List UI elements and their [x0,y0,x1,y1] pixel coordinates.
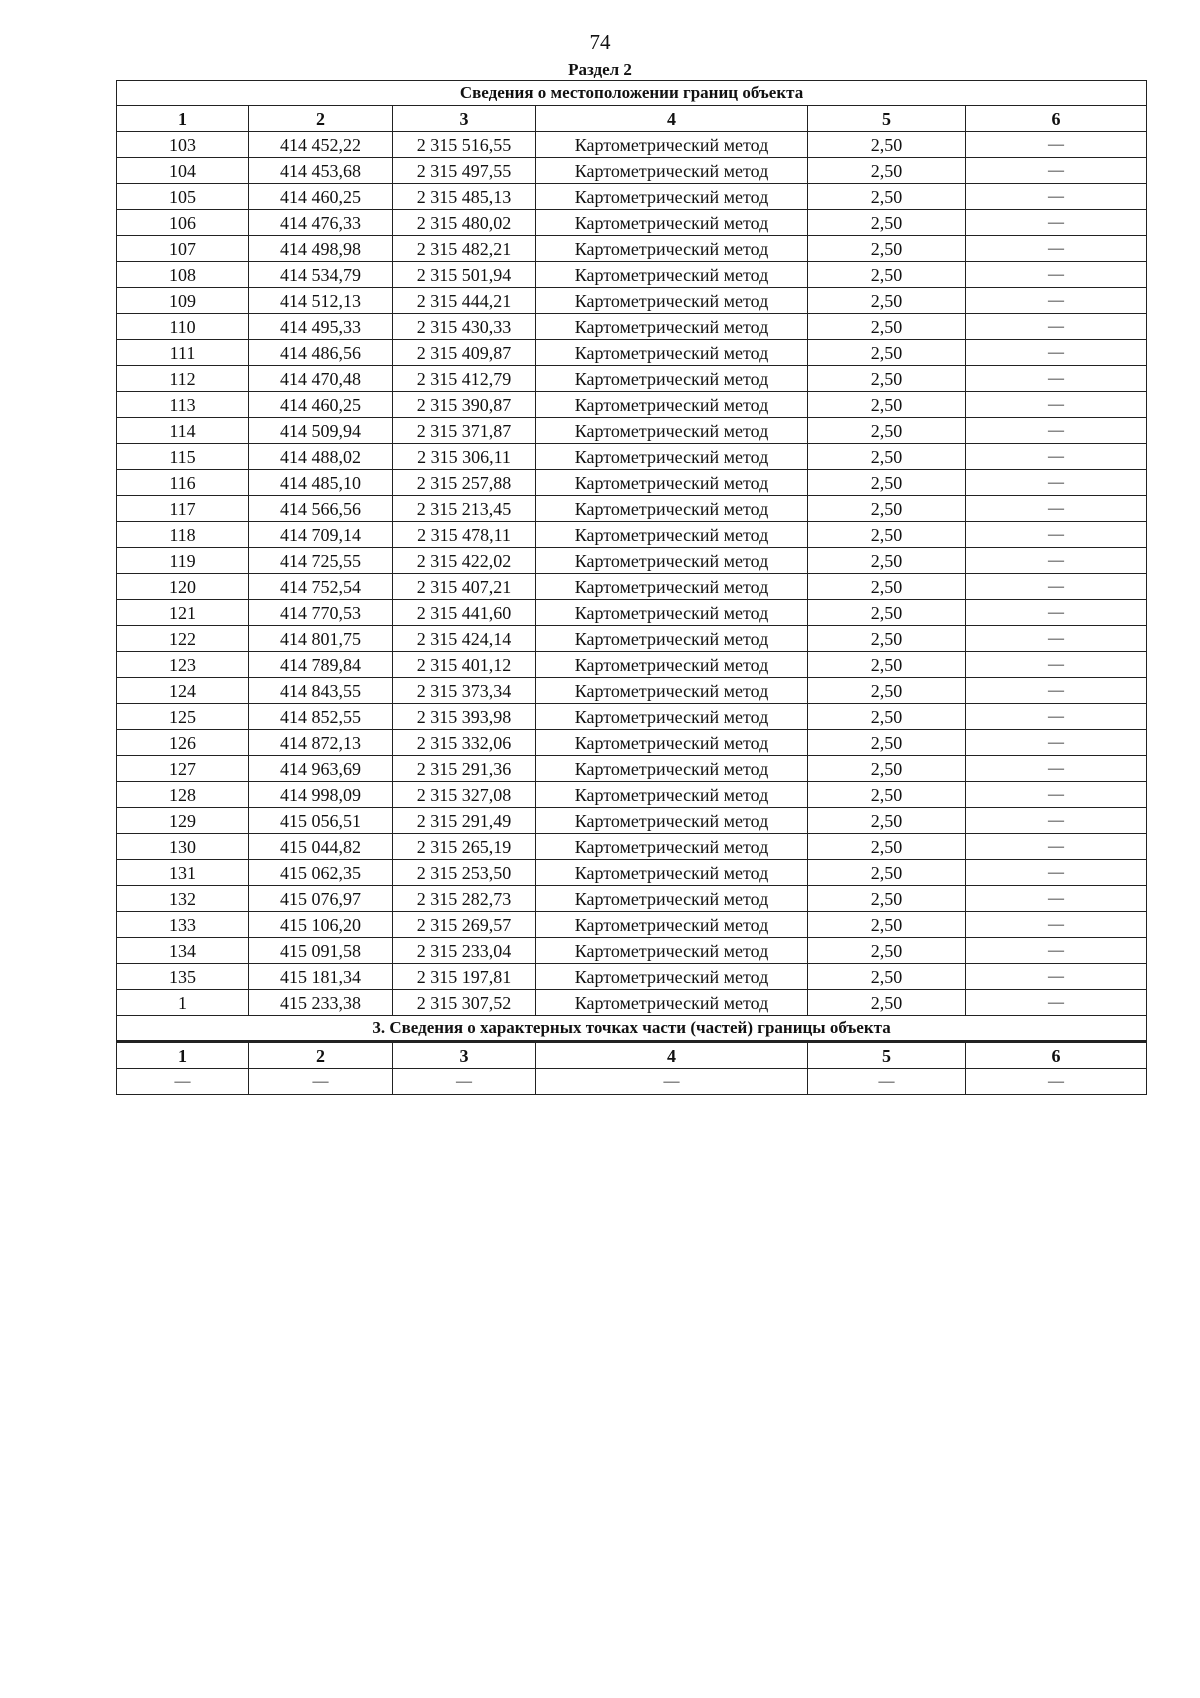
description-cell: — [966,808,1147,834]
table-row [117,340,1147,366]
table-row [117,262,1147,288]
table-row [117,548,1147,574]
point-number-cell: 119 [117,548,249,574]
method-cell: Картометрический метод [536,418,808,444]
accuracy-cell: 2,50 [808,210,966,236]
method-cell: Картометрический метод [536,236,808,262]
description-cell: — [966,158,1147,184]
y-coordinate-cell: 2 315 332,06 [393,730,536,756]
accuracy-cell: 2,50 [808,522,966,548]
table-row [117,132,1147,158]
method-cell: Картометрический метод [536,834,808,860]
point-number-cell: 116 [117,470,249,496]
x-coordinate-cell: 415 181,34 [249,964,393,990]
accuracy-cell: 2,50 [808,392,966,418]
description-cell: — [966,262,1147,288]
point-number-cell: 105 [117,184,249,210]
y-coordinate-cell: 2 315 257,88 [393,470,536,496]
method-cell: Картометрический метод [536,262,808,288]
point-number-cell: 115 [117,444,249,470]
y-coordinate-cell: 2 315 253,50 [393,860,536,886]
accuracy-cell: 2,50 [808,236,966,262]
table-row [117,158,1147,184]
table-row [117,808,1147,834]
accuracy-cell: 2,50 [808,574,966,600]
x-coordinate-cell: 414 566,56 [249,496,393,522]
accuracy-cell: 2,50 [808,990,966,1016]
x-coordinate-cell: 414 485,10 [249,470,393,496]
point-number-cell: 109 [117,288,249,314]
point-number-cell: 126 [117,730,249,756]
accuracy-cell: 2,50 [808,288,966,314]
y-coordinate-cell: 2 315 430,33 [393,314,536,340]
boundary-table [116,80,1147,1095]
accuracy-cell: 2,50 [808,834,966,860]
x-coordinate-cell: 414 509,94 [249,418,393,444]
table-caption: Сведения о местоположении границ объекта [117,81,1147,106]
parts-table-row [117,1069,1147,1095]
table-row [117,314,1147,340]
y-coordinate-cell: 2 315 393,98 [393,704,536,730]
x-coordinate-cell: 414 770,53 [249,600,393,626]
method-cell: Картометрический метод [536,808,808,834]
column-header: 3 [393,106,536,132]
point-number-cell: 112 [117,366,249,392]
parts-column-header: 2 [249,1042,393,1069]
method-cell: Картометрический метод [536,470,808,496]
point-number-cell: 134 [117,938,249,964]
y-coordinate-cell: 2 315 390,87 [393,392,536,418]
point-number-cell: 111 [117,340,249,366]
x-coordinate-cell: 414 460,25 [249,184,393,210]
method-cell: Картометрический метод [536,678,808,704]
accuracy-cell: 2,50 [808,652,966,678]
method-cell: Картометрический метод [536,184,808,210]
accuracy-cell: 2,50 [808,912,966,938]
method-cell: Картометрический метод [536,626,808,652]
column-header: 5 [808,106,966,132]
method-cell: Картометрический метод [536,964,808,990]
method-cell: Картометрический метод [536,288,808,314]
y-coordinate-cell: 2 315 371,87 [393,418,536,444]
y-coordinate-cell: 2 315 291,49 [393,808,536,834]
point-number-cell: 122 [117,626,249,652]
x-coordinate-cell: 414 452,22 [249,132,393,158]
point-number-cell: 130 [117,834,249,860]
method-cell: Картометрический метод [536,860,808,886]
table-row [117,860,1147,886]
accuracy-cell: 2,50 [808,340,966,366]
description-cell: — [966,132,1147,158]
parts-method-cell: — [536,1069,808,1095]
method-cell: Картометрический метод [536,704,808,730]
description-cell: — [966,938,1147,964]
description-cell: — [966,860,1147,886]
table-caption-row [117,81,1147,106]
column-header: 6 [966,106,1147,132]
page-number: 74 [589,30,611,54]
accuracy-cell: 2,50 [808,626,966,652]
accuracy-cell: 2,50 [808,444,966,470]
y-coordinate-cell: 2 315 516,55 [393,132,536,158]
table-row [117,678,1147,704]
table-row [117,522,1147,548]
method-cell: Картометрический метод [536,158,808,184]
point-number-cell: 120 [117,574,249,600]
accuracy-cell: 2,50 [808,548,966,574]
x-coordinate-cell: 414 476,33 [249,210,393,236]
y-coordinate-cell: 2 315 478,11 [393,522,536,548]
description-cell: — [966,600,1147,626]
accuracy-cell: 2,50 [808,782,966,808]
description-cell: — [966,184,1147,210]
table-row [117,574,1147,600]
column-header-row [117,106,1147,132]
accuracy-cell: 2,50 [808,860,966,886]
method-cell: Картометрический метод [536,652,808,678]
x-coordinate-cell: 415 062,35 [249,860,393,886]
accuracy-cell: 2,50 [808,158,966,184]
description-cell: — [966,470,1147,496]
point-number-cell: 133 [117,912,249,938]
point-number-cell: 104 [117,158,249,184]
table-row [117,730,1147,756]
point-number-cell: 1 [117,990,249,1016]
x-coordinate-cell: 414 843,55 [249,678,393,704]
description-cell: — [966,730,1147,756]
method-cell: Картометрический метод [536,522,808,548]
table-row [117,886,1147,912]
y-coordinate-cell: 2 315 233,04 [393,938,536,964]
x-coordinate-cell: 414 453,68 [249,158,393,184]
accuracy-cell: 2,50 [808,808,966,834]
table-row [117,964,1147,990]
y-coordinate-cell: 2 315 441,60 [393,600,536,626]
accuracy-cell: 2,50 [808,314,966,340]
method-cell: Картометрический метод [536,132,808,158]
table-row [117,626,1147,652]
section-title: Раздел 2 [568,60,632,79]
x-coordinate-cell: 414 498,98 [249,236,393,262]
point-number-cell: 108 [117,262,249,288]
point-number-cell: 131 [117,860,249,886]
x-coordinate-cell: 415 044,82 [249,834,393,860]
description-cell: — [966,886,1147,912]
x-coordinate-cell: 415 076,97 [249,886,393,912]
y-coordinate-cell: 2 315 401,12 [393,652,536,678]
y-coordinate-cell: 2 315 306,11 [393,444,536,470]
x-coordinate-cell: 414 534,79 [249,262,393,288]
accuracy-cell: 2,50 [808,600,966,626]
point-number-cell: 123 [117,652,249,678]
x-coordinate-cell: 415 233,38 [249,990,393,1016]
method-cell: Картометрический метод [536,600,808,626]
y-coordinate-cell: 2 315 307,52 [393,990,536,1016]
description-cell: — [966,288,1147,314]
accuracy-cell: 2,50 [808,756,966,782]
y-coordinate-cell: 2 315 197,81 [393,964,536,990]
method-cell: Картометрический метод [536,782,808,808]
accuracy-cell: 2,50 [808,938,966,964]
method-cell: Картометрический метод [536,548,808,574]
accuracy-cell: 2,50 [808,678,966,704]
point-number-cell: 107 [117,236,249,262]
x-coordinate-cell: 414 486,56 [249,340,393,366]
method-cell: Картометрический метод [536,366,808,392]
point-number-cell: 110 [117,314,249,340]
parts-column-header-row [117,1042,1147,1069]
parts-y-coordinate-cell: — [393,1069,536,1095]
accuracy-cell: 2,50 [808,730,966,756]
y-coordinate-cell: 2 315 327,08 [393,782,536,808]
x-coordinate-cell: 414 998,09 [249,782,393,808]
x-coordinate-cell: 414 789,84 [249,652,393,678]
y-coordinate-cell: 2 315 480,02 [393,210,536,236]
y-coordinate-cell: 2 315 424,14 [393,626,536,652]
table-row [117,236,1147,262]
method-cell: Картометрический метод [536,314,808,340]
description-cell: — [966,678,1147,704]
y-coordinate-cell: 2 315 482,21 [393,236,536,262]
x-coordinate-cell: 414 725,55 [249,548,393,574]
table-row [117,496,1147,522]
table-row [117,366,1147,392]
parts-column-header: 4 [536,1042,808,1069]
method-cell: Картометрический метод [536,574,808,600]
parts-description-cell: — [966,1069,1147,1095]
description-cell: — [966,704,1147,730]
parts-column-header: 3 [393,1042,536,1069]
table-row [117,912,1147,938]
table-row [117,938,1147,964]
y-coordinate-cell: 2 315 422,02 [393,548,536,574]
description-cell: — [966,652,1147,678]
point-number-cell: 114 [117,418,249,444]
parts-accuracy-cell: — [808,1069,966,1095]
x-coordinate-cell: 414 460,25 [249,392,393,418]
description-cell: — [966,990,1147,1016]
y-coordinate-cell: 2 315 444,21 [393,288,536,314]
point-number-cell: 129 [117,808,249,834]
y-coordinate-cell: 2 315 497,55 [393,158,536,184]
method-cell: Картометрический метод [536,990,808,1016]
table-row [117,652,1147,678]
y-coordinate-cell: 2 315 282,73 [393,886,536,912]
y-coordinate-cell: 2 315 265,19 [393,834,536,860]
description-cell: — [966,340,1147,366]
y-coordinate-cell: 2 315 373,34 [393,678,536,704]
y-coordinate-cell: 2 315 407,21 [393,574,536,600]
method-cell: Картометрический метод [536,912,808,938]
description-cell: — [966,626,1147,652]
x-coordinate-cell: 414 852,55 [249,704,393,730]
parts-column-header: 1 [117,1042,249,1069]
description-cell: — [966,522,1147,548]
point-number-cell: 132 [117,886,249,912]
y-coordinate-cell: 2 315 485,13 [393,184,536,210]
point-number-cell: 103 [117,132,249,158]
accuracy-cell: 2,50 [808,418,966,444]
method-cell: Картометрический метод [536,730,808,756]
point-number-cell: 118 [117,522,249,548]
column-header: 2 [249,106,393,132]
method-cell: Картометрический метод [536,886,808,912]
method-cell: Картометрический метод [536,496,808,522]
x-coordinate-cell: 415 056,51 [249,808,393,834]
point-number-cell: 106 [117,210,249,236]
accuracy-cell: 2,50 [808,262,966,288]
parts-point-number-cell: — [117,1069,249,1095]
description-cell: — [966,236,1147,262]
accuracy-cell: 2,50 [808,886,966,912]
column-header: 1 [117,106,249,132]
x-coordinate-cell: 414 801,75 [249,626,393,652]
table-row [117,470,1147,496]
point-number-cell: 113 [117,392,249,418]
method-cell: Картометрический метод [536,392,808,418]
x-coordinate-cell: 415 091,58 [249,938,393,964]
point-number-cell: 121 [117,600,249,626]
table-row [117,288,1147,314]
y-coordinate-cell: 2 315 213,45 [393,496,536,522]
x-coordinate-cell: 414 488,02 [249,444,393,470]
table-row [117,704,1147,730]
description-cell: — [966,834,1147,860]
table-row [117,210,1147,236]
parts-column-header: 5 [808,1042,966,1069]
point-number-cell: 127 [117,756,249,782]
x-coordinate-cell: 414 752,54 [249,574,393,600]
point-number-cell: 125 [117,704,249,730]
description-cell: — [966,444,1147,470]
accuracy-cell: 2,50 [808,132,966,158]
description-cell: — [966,912,1147,938]
method-cell: Картометрический метод [536,210,808,236]
accuracy-cell: 2,50 [808,366,966,392]
description-cell: — [966,418,1147,444]
table-row [117,756,1147,782]
accuracy-cell: 2,50 [808,184,966,210]
table-row [117,600,1147,626]
description-cell: — [966,210,1147,236]
method-cell: Картометрический метод [536,756,808,782]
description-cell: — [966,366,1147,392]
table-row [117,418,1147,444]
accuracy-cell: 2,50 [808,964,966,990]
description-cell: — [966,782,1147,808]
description-cell: — [966,314,1147,340]
table-row [117,782,1147,808]
description-cell: — [966,496,1147,522]
y-coordinate-cell: 2 315 269,57 [393,912,536,938]
x-coordinate-cell: 414 512,13 [249,288,393,314]
description-cell: — [966,548,1147,574]
point-number-cell: 117 [117,496,249,522]
description-cell: — [966,756,1147,782]
description-cell: — [966,574,1147,600]
method-cell: Картометрический метод [536,938,808,964]
point-number-cell: 128 [117,782,249,808]
accuracy-cell: 2,50 [808,470,966,496]
x-coordinate-cell: 414 709,14 [249,522,393,548]
point-number-cell: 135 [117,964,249,990]
method-cell: Картометрический метод [536,444,808,470]
y-coordinate-cell: 2 315 291,36 [393,756,536,782]
parts-caption: 3. Сведения о характерных точках части (частей) границы объекта [117,1016,1147,1042]
x-coordinate-cell: 414 963,69 [249,756,393,782]
table-row [117,392,1147,418]
table-row [117,184,1147,210]
parts-column-header: 6 [966,1042,1147,1069]
accuracy-cell: 2,50 [808,704,966,730]
x-coordinate-cell: 414 872,13 [249,730,393,756]
x-coordinate-cell: 415 106,20 [249,912,393,938]
y-coordinate-cell: 2 315 409,87 [393,340,536,366]
method-cell: Картометрический метод [536,340,808,366]
point-number-cell: 124 [117,678,249,704]
table-row [117,834,1147,860]
parts-x-coordinate-cell: — [249,1069,393,1095]
parts-caption-row [117,1016,1147,1042]
table-row [117,444,1147,470]
x-coordinate-cell: 414 495,33 [249,314,393,340]
y-coordinate-cell: 2 315 501,94 [393,262,536,288]
y-coordinate-cell: 2 315 412,79 [393,366,536,392]
description-cell: — [966,964,1147,990]
column-header: 4 [536,106,808,132]
description-cell: — [966,392,1147,418]
x-coordinate-cell: 414 470,48 [249,366,393,392]
table-row [117,990,1147,1016]
accuracy-cell: 2,50 [808,496,966,522]
